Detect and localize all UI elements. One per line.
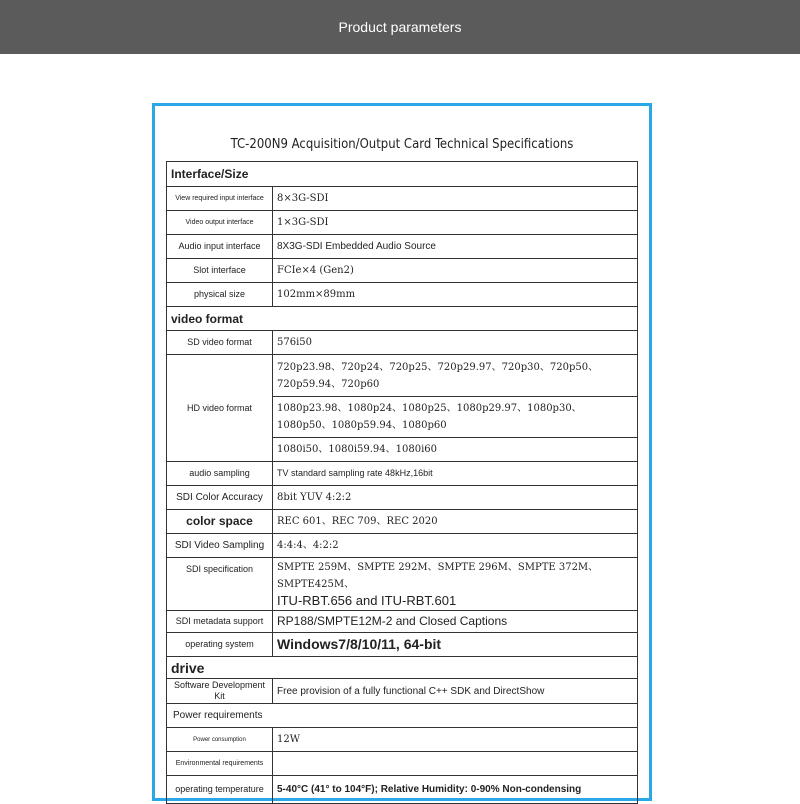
- table-row: [167, 486, 638, 510]
- table-row: [167, 611, 638, 633]
- label-audio-sampling: audio sampling: [167, 462, 273, 486]
- label-temperature: operating temperature: [167, 776, 273, 804]
- spec-sheet-title: TC-200N9 Acquisition/Output Card Technical Specifications: [230, 137, 574, 152]
- value-hd-video-1080i: 1080i50、1080i59.94、1080i60: [273, 438, 638, 462]
- table-row: [167, 283, 638, 307]
- top-banner: [0, 0, 800, 54]
- value-video-output: 1×3G-SDI: [273, 211, 638, 235]
- section-row-drive: [167, 657, 638, 679]
- section-row-power: [167, 704, 638, 728]
- table-row: [167, 187, 638, 211]
- section-drive: drive: [167, 657, 638, 679]
- table-row: [167, 355, 638, 397]
- table-row: [167, 534, 638, 558]
- value-sdi-spec-line2: ITU-RBT.656 and ITU-RBT.601: [277, 593, 457, 608]
- table-row: [167, 259, 638, 283]
- value-color-space: REC 601、REC 709、REC 2020: [273, 510, 638, 534]
- label-sdi-spec: SDI specification: [167, 558, 273, 611]
- label-os: operating system: [167, 633, 273, 657]
- section-video: video format: [167, 307, 638, 331]
- table-row: [167, 633, 638, 657]
- value-power-consumption: 12W: [273, 728, 638, 752]
- label-physical: physical size: [167, 283, 273, 307]
- table-row: [167, 235, 638, 259]
- label-environment: Environmental requirements: [167, 752, 273, 776]
- label-hd-video: HD video format: [167, 355, 273, 462]
- value-environment: [273, 752, 638, 776]
- label-sdk: Software Development Kit: [167, 679, 273, 704]
- table-row: [167, 558, 638, 611]
- value-metadata: RP188/SMPTE12M-2 and Closed Captions: [273, 611, 638, 633]
- value-view-input: 8×3G-SDI: [273, 187, 638, 211]
- value-sdi-spec: [273, 558, 638, 611]
- section-interface: Interface/Size: [167, 162, 638, 187]
- spec-sheet-frame: [152, 103, 652, 801]
- label-color-accuracy: SDI Color Accuracy: [167, 486, 273, 510]
- value-color-accuracy: 8bit YUV 4:2:2: [273, 486, 638, 510]
- section-row-video: [167, 307, 638, 331]
- section-row-interface: [167, 162, 638, 187]
- banner-title: Product parameters: [338, 19, 462, 35]
- label-sd-video: SD video format: [167, 331, 273, 355]
- table-row: [167, 679, 638, 704]
- label-slot: Slot interface: [167, 259, 273, 283]
- value-hd-video-720: 720p23.98、720p24、720p25、720p29.97、720p30、720p50、720p59.94、720p60: [273, 355, 638, 397]
- spec-table: [166, 161, 638, 804]
- value-os: Windows7/8/10/11, 64-bit: [273, 633, 638, 657]
- value-audio-input: 8X3G-SDI Embedded Audio Source: [273, 235, 638, 259]
- table-row: [167, 462, 638, 486]
- label-color-space: color space: [167, 510, 273, 534]
- label-power-consumption: Power consumption: [167, 728, 273, 752]
- value-hd-video-1080p: 1080p23.98、1080p24、1080p25、1080p29.97、1080p30、1080p50、1080p59.94、1080p60: [273, 397, 638, 438]
- label-video-sampling: SDI Video Sampling: [167, 534, 273, 558]
- value-sd-video: 576i50: [273, 331, 638, 355]
- table-row: [167, 510, 638, 534]
- value-sdk: Free provision of a fully functional C++ SDK and DirectShow: [273, 679, 638, 704]
- value-sdi-spec-line1: SMPTE 259M、SMPTE 292M、SMPTE 296M、SMPTE 372M、SMPTE425M、: [277, 562, 599, 590]
- table-row: [167, 776, 638, 804]
- value-physical: 102mm×89mm: [273, 283, 638, 307]
- table-row: [167, 752, 638, 776]
- label-view-input: View required input interface: [167, 187, 273, 211]
- label-video-output: Video output interface: [167, 211, 273, 235]
- label-metadata: SDI metadata support: [167, 611, 273, 633]
- value-temperature: 5-40°C (41° to 104°F); Relative Humidity: 0-90% Non-condensing: [273, 776, 638, 804]
- table-row: [167, 211, 638, 235]
- label-audio-input: Audio input interface: [167, 235, 273, 259]
- table-row: [167, 331, 638, 355]
- value-video-sampling: 4:4:4、4:2:2: [273, 534, 638, 558]
- value-audio-sampling: TV standard sampling rate 48kHz,16bit: [273, 462, 638, 486]
- section-power: Power requirements: [167, 704, 638, 728]
- value-slot: FCIe×4 (Gen2): [273, 259, 638, 283]
- table-row: [167, 728, 638, 752]
